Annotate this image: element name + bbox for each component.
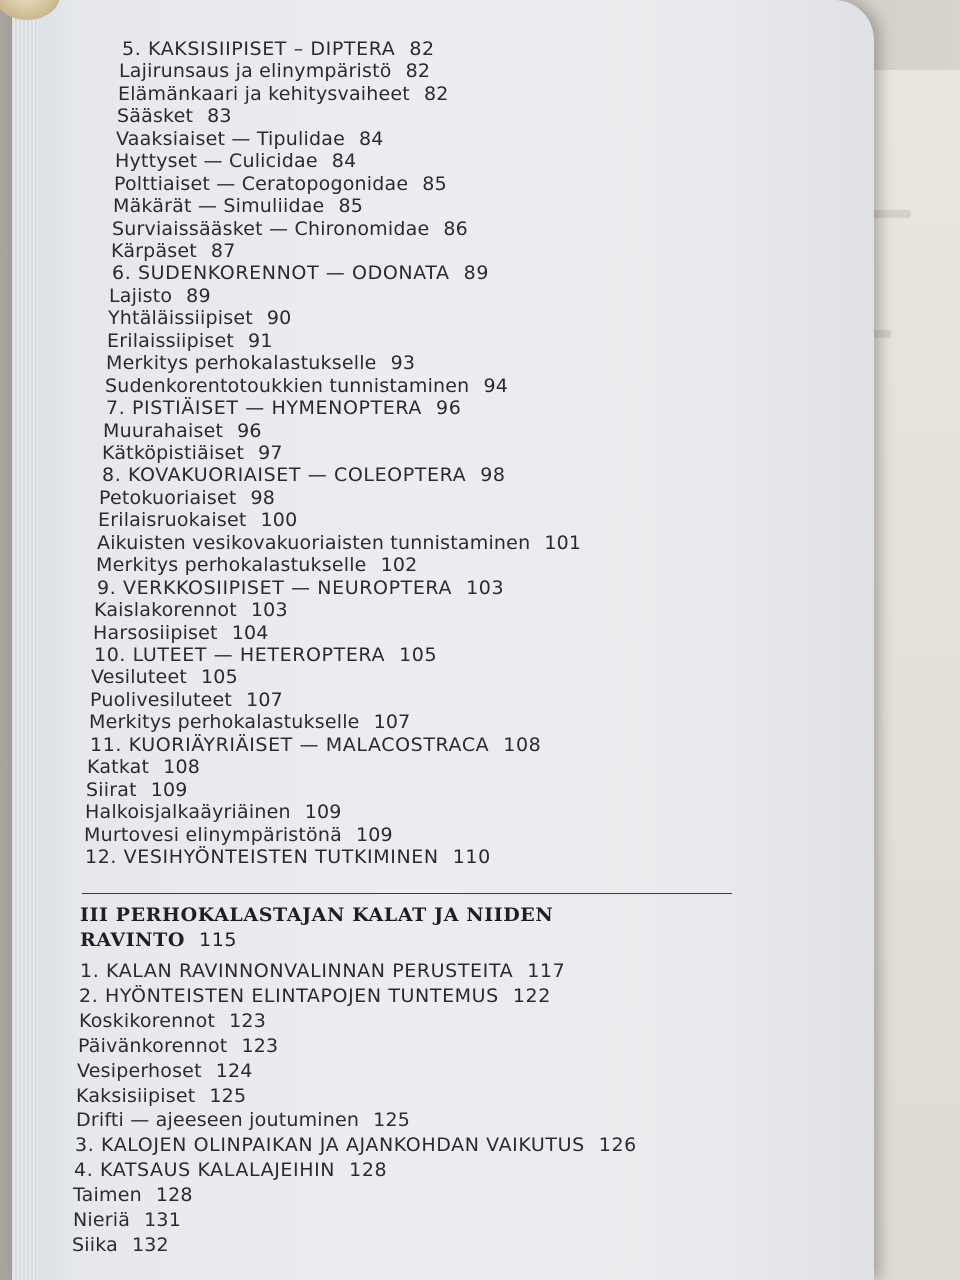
- toc-entry-page: 104: [231, 622, 269, 644]
- toc-entry: [117, 105, 232, 127]
- toc-entry: [91, 666, 238, 688]
- toc-entry-page: 125: [373, 1109, 411, 1131]
- toc-entry-page: 101: [544, 532, 582, 554]
- toc-entry: [105, 375, 508, 397]
- part-title-line2-row: [80, 929, 237, 951]
- toc-entry-title: 11. KUORIÄYRIÄISET — MALACOSTRACA: [90, 734, 490, 756]
- toc-entry-title: Lajisto: [109, 285, 173, 307]
- toc-entry-title: Päivänkorennot: [78, 1035, 228, 1057]
- toc-entry: [99, 487, 275, 509]
- toc-entry-page: 128: [349, 1159, 388, 1181]
- toc-entry-title: Merkitys perhokalastukselle: [89, 711, 360, 733]
- toc-entry-title: Merkitys perhokalastukselle: [106, 352, 377, 374]
- toc-entry: [107, 330, 273, 352]
- toc-entry-title: Sudenkorentotoukkien tunnistaminen: [105, 375, 470, 397]
- toc-entry-page: 105: [399, 644, 438, 666]
- toc-entry-page: 124: [215, 1060, 253, 1082]
- toc-entry-page: 125: [209, 1085, 247, 1107]
- toc-entry: [111, 240, 236, 262]
- toc-entry: [86, 779, 188, 801]
- toc-entry-page: 82: [405, 60, 431, 82]
- toc-entry: [84, 824, 393, 846]
- toc-entry-title: Murtovesi elinympäristönä: [84, 824, 342, 846]
- toc-entry-page: 89: [463, 262, 490, 284]
- toc-entry-title: Harsosiipiset: [93, 622, 218, 644]
- toc-entry-title: 7. PISTIÄISET — HYMENOPTERA: [106, 397, 423, 419]
- toc-entry: [116, 128, 384, 150]
- toc-entry: [87, 756, 200, 778]
- toc-entry: [118, 83, 449, 105]
- toc-entry-page: 110: [452, 846, 491, 868]
- toc-chapter: [97, 577, 504, 599]
- toc-entry-title: Taimen: [73, 1184, 142, 1206]
- toc-entry: [73, 1184, 193, 1206]
- toc-entry-page: 82: [409, 38, 435, 60]
- toc-entry-page: 91: [248, 330, 273, 352]
- toc-chapter: [102, 464, 506, 486]
- toc-entry-title: Nieriä: [73, 1209, 131, 1231]
- part-title-page: 115: [199, 929, 238, 951]
- toc-entry-page: 108: [163, 756, 201, 778]
- toc-entry-page: 109: [355, 824, 393, 846]
- toc-entry-page: 90: [266, 307, 292, 329]
- toc-entry-page: 123: [241, 1035, 279, 1057]
- toc-entry-title: Erilaissiipiset: [107, 330, 235, 352]
- toc-entry-title: Siika: [72, 1234, 118, 1256]
- toc-entry-page: 105: [201, 666, 238, 688]
- toc-entry-page: 89: [186, 285, 211, 307]
- part-title: [80, 904, 553, 926]
- toc-entry-page: 107: [246, 689, 283, 711]
- toc-entry-title: Vaaksiaiset — Tipulidae: [116, 128, 345, 150]
- toc-entry-title: Halkoisjalkaäyriäinen: [85, 801, 291, 823]
- toc-entry: [102, 442, 283, 464]
- toc-entry: [76, 1109, 410, 1131]
- toc-entry: [97, 532, 581, 554]
- toc-entry: [78, 1035, 278, 1057]
- toc-entry-page: 132: [131, 1234, 169, 1256]
- toc-entry: [112, 218, 468, 240]
- toc-entry-title: 12. VESIHYÖNTEISTEN TUTKIMINEN: [85, 846, 439, 868]
- toc-chapter: [122, 38, 435, 60]
- toc-entry: [77, 1060, 253, 1082]
- toc-entry-page: 96: [436, 397, 462, 419]
- toc-chapter: [74, 1159, 387, 1181]
- toc-entry: [89, 711, 410, 733]
- toc-entry-page: 84: [358, 128, 384, 150]
- toc-entry: [108, 307, 291, 329]
- toc-entry-title: Vesiluteet: [91, 666, 187, 688]
- toc-entry-title: Aikuisten vesikovakuoriaisten tunnistaminen: [97, 532, 531, 554]
- toc-entry-title: Muurahaiset: [103, 420, 224, 442]
- toc-entry-title: Vesiperhoset: [77, 1060, 202, 1082]
- toc-entry-page: 126: [598, 1134, 637, 1156]
- toc-entry: [119, 60, 430, 82]
- toc-entry-page: 103: [250, 599, 288, 621]
- toc-entry-page: 122: [512, 985, 551, 1007]
- toc-entry-title: Sääsket: [117, 105, 194, 127]
- toc-entry-title: 5. KAKSISIIPISET – DIPTERA: [122, 38, 396, 60]
- toc-entry-title: 2. HYÖNTEISTEN ELINTAPOJEN TUNTEMUS: [79, 985, 499, 1007]
- toc-entry-title: 9. VERKKOSIIPISET — NEUROPTERA: [97, 577, 453, 599]
- toc-entry-page: 86: [443, 218, 468, 240]
- toc-chapter: [112, 262, 489, 284]
- toc-entry: [79, 1010, 266, 1032]
- toc-entry: [72, 1234, 169, 1256]
- toc-entry-page: 98: [480, 464, 506, 486]
- toc-entry-page: 94: [483, 375, 509, 397]
- toc-entry: [114, 173, 447, 195]
- toc-entry-page: 98: [250, 487, 276, 509]
- toc-entry-page: 109: [150, 779, 188, 801]
- toc-entry-page: 84: [331, 150, 357, 172]
- toc-entry-title: Petokuoriaiset: [99, 487, 237, 509]
- toc-entry-title: Elämänkaari ja kehitysvaiheet: [118, 83, 410, 105]
- toc-entry-title: Kaksisiipiset: [76, 1085, 196, 1107]
- toc-entry-title: 8. KOVAKUORIAISET — COLEOPTERA: [102, 464, 467, 486]
- toc-chapter: [75, 1134, 637, 1156]
- toc-entry-title: 1. KALAN RAVINNONVALINNAN PERUSTEITA: [80, 960, 514, 982]
- toc-entry-page: 108: [503, 734, 542, 756]
- toc-entry-title: 10. LUTEET — HETEROPTERA: [94, 644, 386, 666]
- toc-entry: [90, 689, 283, 711]
- toc-entry: [113, 195, 363, 217]
- toc-entry-title: Yhtäläissiipiset: [108, 307, 253, 329]
- part-title-line2: RAVINTO: [80, 929, 186, 951]
- toc-entry-title: Mäkärät — Simuliidae: [113, 195, 325, 217]
- toc-entry: [106, 352, 415, 374]
- toc-entry-title: Merkitys perhokalastukselle: [96, 554, 367, 576]
- toc-entry-page: 97: [258, 442, 283, 464]
- toc-entry-title: Koskikorennot: [79, 1010, 216, 1032]
- toc-entry-title: Katkat: [87, 756, 150, 778]
- toc-entry-page: 83: [207, 105, 232, 127]
- toc-entry-title: Kärpäset: [111, 240, 197, 262]
- toc-entry: [85, 801, 342, 823]
- toc-entry-page: 128: [155, 1184, 193, 1206]
- toc-entry-page: 85: [422, 173, 447, 195]
- toc-entry-title: Drifti — ajeeseen joutuminen: [76, 1109, 360, 1131]
- toc-entry-page: 82: [423, 83, 449, 105]
- toc-entry-title: Lajirunsaus ja elinympäristö: [119, 60, 392, 82]
- toc-entry-title: Siirat: [86, 779, 137, 801]
- toc-entry-title: 4. KATSAUS KALALAJEIHIN: [74, 1159, 336, 1181]
- toc-chapter: [80, 960, 565, 982]
- toc-entry-title: Hyttyset — Culicidae: [115, 150, 318, 172]
- toc-entry-title: Erilaisruokaiset: [98, 509, 247, 531]
- toc-entry-title: 6. SUDENKORENNOT — ODONATA: [112, 262, 450, 284]
- toc-chapter: [79, 985, 551, 1007]
- toc-chapter: [90, 734, 541, 756]
- toc-entry: [93, 622, 269, 644]
- toc-chapter: [94, 644, 437, 666]
- toc-entry: [103, 420, 262, 442]
- toc-entry: [73, 1209, 181, 1231]
- toc-chapter: [85, 846, 491, 868]
- toc-entry: [96, 554, 417, 576]
- toc-entry: [76, 1085, 246, 1107]
- toc-entry-title: Surviaissääsket — Chironomidae: [112, 218, 430, 240]
- toc-entry: [109, 285, 211, 307]
- section-rule: [82, 893, 732, 894]
- toc-entry-page: 109: [304, 801, 342, 823]
- toc-entry-title: Kaislakorennot: [94, 599, 237, 621]
- toc-chapter: [106, 397, 461, 419]
- toc-entry-title: 3. KALOJEN OLINPAIKAN JA AJANKOHDAN VAIKUTUS: [75, 1134, 585, 1156]
- toc-entry-page: 96: [237, 420, 262, 442]
- toc-entry: [115, 150, 356, 172]
- toc-entry-title: Puolivesiluteet: [90, 689, 233, 711]
- toc-entry-page: 123: [229, 1010, 266, 1032]
- toc-entry-page: 102: [380, 554, 418, 576]
- toc-entry-page: 117: [527, 960, 566, 982]
- toc-entry-title: Kätköpistiäiset: [102, 442, 245, 464]
- toc-entry-page: 87: [210, 240, 236, 262]
- toc-entry: [94, 599, 288, 621]
- toc-entry: [98, 509, 297, 531]
- part-title-line1: III PERHOKALASTAJAN KALAT JA NIIDEN: [80, 904, 554, 926]
- toc-entry-page: 107: [373, 711, 411, 733]
- toc-entry-title: Polttiaiset — Ceratopogonidae: [114, 173, 409, 195]
- toc-entry-page: 93: [390, 352, 416, 374]
- toc-entry-page: 85: [338, 195, 364, 217]
- toc-entry-page: 131: [144, 1209, 181, 1231]
- toc-entry-page: 100: [260, 509, 298, 531]
- toc-entry-page: 103: [466, 577, 505, 599]
